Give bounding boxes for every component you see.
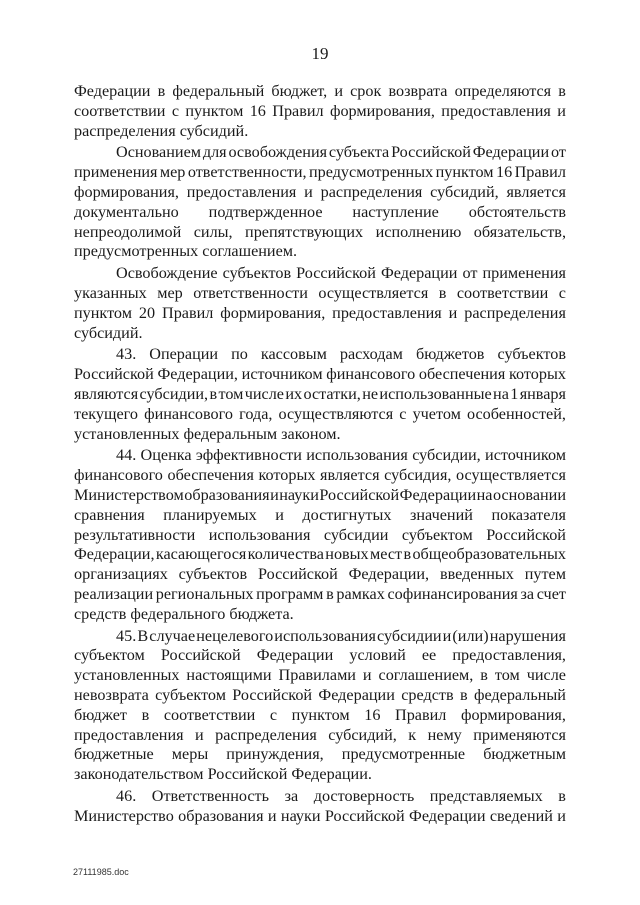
text-line: Министерством образования и науки Российской Федерации на основании [74,485,566,504]
text-line: соответствии с пунктом 16 Правил формирования, предоставления и [74,101,566,120]
text-line: Федерации в федеральный бюджет, и срок возврата определяются в [74,82,566,100]
text-line: бюджетные меры принуждения, предусмотренные бюджетным [74,745,566,764]
text-line: 44. Оценка эффективности использования субсидии, источником [116,446,566,465]
page-number: 19 [311,44,329,63]
text-line: Федерации, касающегося количества новых мест в общеобразовательных [74,545,566,564]
text-line: результативности использования субсидии субъектом Российской [74,525,566,544]
paragraph [74,627,566,785]
text-line: средств федерального бюджета. [74,604,294,623]
text-line: финансового обеспечения которых является субсидия, осуществляется [74,466,566,485]
text-line: Министерство образования и науки Российской Федерации сведений и [74,806,566,825]
text-line: установленных федеральным законом. [74,424,341,443]
text-line: 45. В случае нецелевого использования субсидии и (или) нарушения [116,626,566,645]
text-line: реализации региональных программ в рамках софинансирования за счет [74,584,566,603]
paragraph [74,787,566,827]
text-line: 46. Ответственность за достоверность представляемых в [116,786,566,805]
text-line: непреодолимой силы, препятствующих исполнению обязательств, [74,222,566,241]
paragraph [74,446,566,624]
footer-filename: 27111985.doc [73,867,129,877]
text-line: указанных мер ответственности осуществляется в соответствии с [74,283,566,302]
text-line: являются субсидии, в том числе их остатки, не использованные на 1 января [74,384,566,403]
paragraph-gap [74,826,566,828]
text-line: применения мер ответственности, предусмотренных пунктом 16 Правил [74,163,566,182]
document-body [74,82,566,828]
text-line: субъектом Российской Федерации условий ее предоставления, [74,646,566,665]
text-line: организациях субъектов Российской Федерации, введенных путем [74,565,566,584]
text-line: установленных настоящими Правилами и соглашением, в том числе [74,666,566,685]
paragraph [74,264,566,343]
text-line: законодательством Российской Федерации. [74,765,372,784]
text-line: документально подтвержденное наступление обстоятельств [74,202,566,221]
text-line: распределения субсидий. [74,121,249,140]
text-line: текущего финансового года, осуществляются с учетом особенностей, [74,404,566,423]
paragraph [74,82,566,141]
text-line: пунктом 20 Правил формирования, предоставления и распределения [74,303,566,322]
text-line: невозврата субъектом Российской Федерации средств в федеральный [74,685,566,704]
text-line: бюджет в соответствии с пунктом 16 Правил формирования, [74,705,566,724]
paragraph [74,345,566,444]
text-line: предусмотренных соглашением. [74,242,298,261]
text-line: сравнения планируемых и достигнутых значений показателя [74,505,566,524]
text-line: Освобождение субъектов Российской Федерации от применения [116,264,566,283]
text-line: Основанием для освобождения субъекта Российской Федерации от [116,143,566,162]
text-line: 43. Операции по кассовым расходам бюджетов субъектов [116,345,566,364]
text-line: формирования, предоставления и распределения субсидий, является [74,182,566,201]
text-line: Российской Федерации, источником финансового обеспечения которых [74,365,566,384]
text-line: предоставления и распределения субсидий, к нему применяются [74,725,566,744]
paragraph [74,143,566,262]
text-line: субсидий. [74,323,143,342]
